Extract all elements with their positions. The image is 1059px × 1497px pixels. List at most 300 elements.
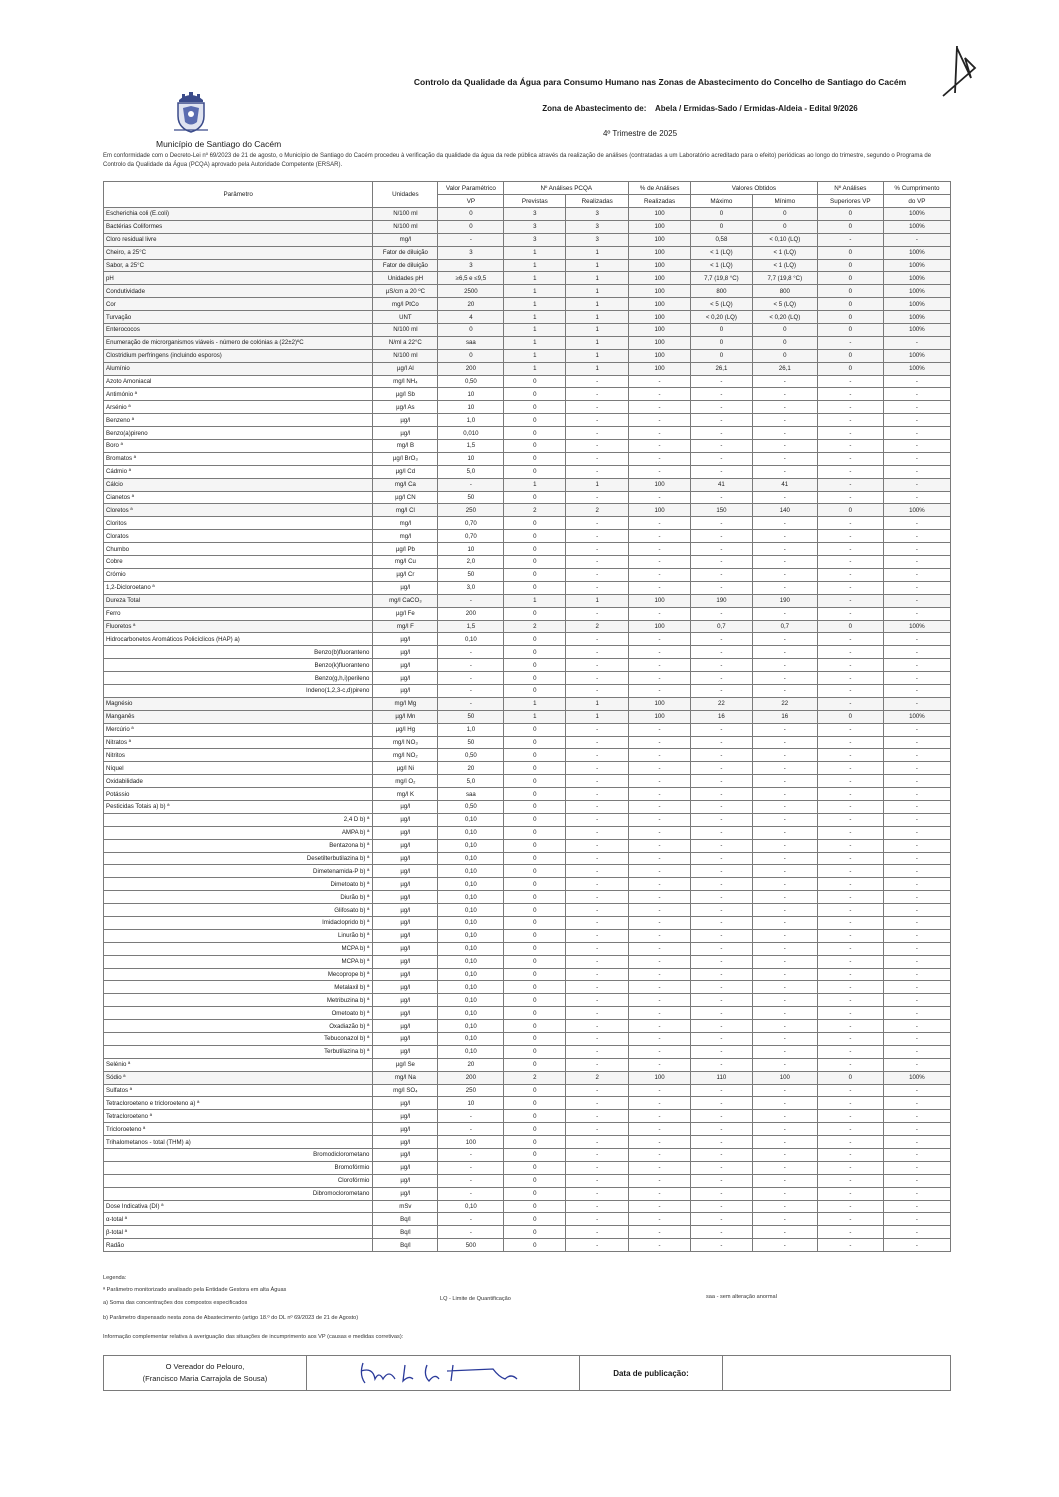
cell-max: - (690, 452, 752, 465)
table-row (104, 311, 951, 324)
cell-max: - (690, 1084, 752, 1097)
cell-param: Cádmio ª (104, 465, 373, 478)
cell-max: - (690, 891, 752, 904)
cell-pct: - (629, 530, 691, 543)
cell-unit: mg/l Na (373, 1071, 438, 1084)
cell-pct: - (629, 1187, 691, 1200)
cell-pct: - (629, 942, 691, 955)
cell-unit: µg/l (373, 1045, 438, 1058)
cell-sup: - (817, 968, 883, 981)
cell-vp: 50 (438, 568, 504, 581)
table-row (104, 929, 951, 942)
cell-real: - (566, 659, 629, 672)
cell-sup: - (817, 1097, 883, 1110)
cell-vp: - (438, 1123, 504, 1136)
cell-pct: - (629, 465, 691, 478)
cell-unit: µg/l (373, 891, 438, 904)
cell-max: 110 (690, 1071, 752, 1084)
cell-cum: - (883, 1097, 950, 1110)
cell-max: 0,7 (690, 620, 752, 633)
cell-min: 140 (752, 504, 817, 517)
cell-min: < 5 (LQ) (752, 298, 817, 311)
cell-max: 0 (690, 349, 752, 362)
cell-min: 0,7 (752, 620, 817, 633)
cell-min: 190 (752, 594, 817, 607)
cell-min: - (752, 672, 817, 685)
cell-min: - (752, 375, 817, 388)
cell-pct: - (629, 440, 691, 453)
cell-param: Pesticidas Totais a) b) ª (104, 800, 373, 813)
cell-min: - (752, 775, 817, 788)
cell-param: Clorofórmio (104, 1174, 373, 1187)
cell-prev: 0 (504, 916, 566, 929)
table-row (104, 465, 951, 478)
table-row (104, 968, 951, 981)
cell-param: Bromatos ª (104, 452, 373, 465)
cell-unit: µg/l Ni (373, 762, 438, 775)
cell-max: < 5 (LQ) (690, 298, 752, 311)
cell-unit: µg/l (373, 427, 438, 440)
cell-min: - (752, 981, 817, 994)
cell-param: Alumínio (104, 362, 373, 375)
cell-real: - (566, 852, 629, 865)
cell-pct: - (629, 1033, 691, 1046)
cell-sup: - (817, 955, 883, 968)
table-row (104, 659, 951, 672)
cell-sup: - (817, 530, 883, 543)
cell-max: - (690, 1045, 752, 1058)
cell-min: < 0,20 (LQ) (752, 311, 817, 324)
cell-vp: - (438, 1226, 504, 1239)
cell-unit: µg/l (373, 916, 438, 929)
legend-a-star: ª Parâmetro monitorizado analisado pela Entidade Gestora em alta Águas (103, 1287, 287, 1293)
cell-prev: 0 (504, 942, 566, 955)
cell-sup: - (817, 813, 883, 826)
cell-min: - (752, 646, 817, 659)
cell-min: - (752, 800, 817, 813)
cell-cum: 100% (883, 220, 950, 233)
cell-pct: - (629, 581, 691, 594)
cell-pct: - (629, 543, 691, 556)
table-row (104, 517, 951, 530)
cell-pct: 100 (629, 1071, 691, 1084)
cell-unit: mg/l B (373, 440, 438, 453)
cell-param: Potássio (104, 788, 373, 801)
cell-max: - (690, 878, 752, 891)
cell-param: Oxadiazão b) ª (104, 1020, 373, 1033)
cell-real: - (566, 955, 629, 968)
cell-sup: - (817, 1033, 883, 1046)
cell-pct: - (629, 427, 691, 440)
table-row (104, 942, 951, 955)
cell-prev: 0 (504, 1239, 566, 1252)
cell-cum: - (883, 684, 950, 697)
cell-pct: 100 (629, 285, 691, 298)
cell-param: Diurão b) ª (104, 891, 373, 904)
cell-prev: 0 (504, 556, 566, 569)
cell-real: - (566, 401, 629, 414)
cell-unit: µg/l (373, 981, 438, 994)
cell-unit: µg/l (373, 1007, 438, 1020)
cell-unit: µS/cm a 20 ºC (373, 285, 438, 298)
table-row (104, 556, 951, 569)
cell-min: 7,7 (19,8 °C) (752, 272, 817, 285)
cell-param: Mercúrio ª (104, 723, 373, 736)
table-row (104, 1136, 951, 1149)
cell-pct: - (629, 994, 691, 1007)
cell-min: - (752, 916, 817, 929)
cell-real: - (566, 427, 629, 440)
cell-unit: mg/l (373, 233, 438, 246)
cell-vp: 100 (438, 1136, 504, 1149)
col-analises: Nº Análises PCQA (504, 182, 629, 195)
cell-prev: 0 (504, 684, 566, 697)
cell-param: Sulfatos ª (104, 1084, 373, 1097)
cell-real: 3 (566, 233, 629, 246)
cell-sup: - (817, 865, 883, 878)
cell-min: - (752, 929, 817, 942)
cell-min: - (752, 465, 817, 478)
cell-sup: - (817, 1123, 883, 1136)
cell-param: Dureza Total (104, 594, 373, 607)
cell-cum: - (883, 375, 950, 388)
cell-sup: - (817, 916, 883, 929)
cell-min: - (752, 1097, 817, 1110)
cell-unit: mg/l NO₃ (373, 736, 438, 749)
cell-prev: 0 (504, 427, 566, 440)
cell-vp: - (438, 659, 504, 672)
cell-cum: - (883, 336, 950, 349)
cell-cum: - (883, 1226, 950, 1239)
col-maximo: Máximo (690, 195, 752, 208)
handwritten-signature (343, 1357, 543, 1387)
cell-min: - (752, 904, 817, 917)
cell-pct: - (629, 762, 691, 775)
cell-real: - (566, 994, 629, 1007)
table-row (104, 1239, 951, 1252)
cell-unit: µg/l (373, 1149, 438, 1162)
cell-cum: - (883, 388, 950, 401)
cell-max: - (690, 723, 752, 736)
cell-sup: - (817, 904, 883, 917)
cell-param: Benzeno ª (104, 414, 373, 427)
legend-saa: saa - sem alteração anormal (706, 1294, 777, 1300)
table-row (104, 1007, 951, 1020)
cell-sup: - (817, 839, 883, 852)
cell-max: - (690, 852, 752, 865)
cell-cum: - (883, 427, 950, 440)
cell-cum: - (883, 633, 950, 646)
cell-cum: - (883, 1136, 950, 1149)
signature-cell (307, 1356, 580, 1391)
cell-min: - (752, 581, 817, 594)
cell-pct: - (629, 1097, 691, 1110)
cell-prev: 0 (504, 465, 566, 478)
cell-min: - (752, 684, 817, 697)
cell-cum: 100% (883, 311, 950, 324)
cell-max: - (690, 388, 752, 401)
cell-prev: 1 (504, 710, 566, 723)
cell-real: - (566, 1136, 629, 1149)
cell-vp: 0,50 (438, 375, 504, 388)
table-row (104, 220, 951, 233)
cell-pct: 100 (629, 272, 691, 285)
cell-cum: - (883, 788, 950, 801)
table-row (104, 568, 951, 581)
cell-pct: - (629, 916, 691, 929)
cell-min: - (752, 788, 817, 801)
cell-vp: 0,10 (438, 981, 504, 994)
cell-min: - (752, 568, 817, 581)
cell-pct: - (629, 955, 691, 968)
cell-real: - (566, 568, 629, 581)
signer-role: O Vereador do Pelouro, (165, 1362, 245, 1371)
cell-unit: N/100 ml (373, 208, 438, 221)
cell-real: - (566, 916, 629, 929)
cell-prev: 1 (504, 349, 566, 362)
cell-vp: 0,10 (438, 1020, 504, 1033)
table-row (104, 504, 951, 517)
cell-sup: - (817, 749, 883, 762)
cell-real: - (566, 1200, 629, 1213)
quality-table (103, 181, 951, 1252)
cell-sup: 0 (817, 246, 883, 259)
table-row (104, 1084, 951, 1097)
cell-param: MCPA b) ª (104, 955, 373, 968)
cell-min: - (752, 1033, 817, 1046)
cell-sup: - (817, 543, 883, 556)
cell-max: < 1 (LQ) (690, 246, 752, 259)
cell-sup: - (817, 697, 883, 710)
cell-max: - (690, 955, 752, 968)
cell-max: - (690, 568, 752, 581)
cell-prev: 1 (504, 285, 566, 298)
cell-unit: µg/l (373, 1097, 438, 1110)
cell-pct: 100 (629, 710, 691, 723)
cell-sup: - (817, 762, 883, 775)
cell-max: - (690, 375, 752, 388)
cell-max: - (690, 788, 752, 801)
cell-pct: - (629, 646, 691, 659)
table-row (104, 233, 951, 246)
table-row (104, 594, 951, 607)
cell-cum: 100% (883, 285, 950, 298)
signer-name: (Francisco Maria Carrajola de Sousa) (142, 1374, 268, 1383)
cell-unit: mg/l (373, 517, 438, 530)
cell-prev: 0 (504, 955, 566, 968)
cell-unit: µg/l (373, 684, 438, 697)
cell-sup: - (817, 736, 883, 749)
cell-real: - (566, 1020, 629, 1033)
cell-pct: - (629, 633, 691, 646)
cell-min: - (752, 517, 817, 530)
cell-real: - (566, 388, 629, 401)
cell-real: - (566, 865, 629, 878)
cell-param: Cor (104, 298, 373, 311)
cell-sup: - (817, 568, 883, 581)
cell-param: Crómio (104, 568, 373, 581)
cell-prev: 0 (504, 388, 566, 401)
table-row (104, 349, 951, 362)
cell-vp: - (438, 1213, 504, 1226)
cell-min: - (752, 1110, 817, 1123)
cell-pct: - (629, 749, 691, 762)
cell-vp: - (438, 1149, 504, 1162)
cell-unit: µg/l (373, 1020, 438, 1033)
cell-cum: 100% (883, 324, 950, 337)
cell-min: - (752, 878, 817, 891)
cell-cum: - (883, 1174, 950, 1187)
cell-unit: µg/l (373, 878, 438, 891)
table-row (104, 1161, 951, 1174)
table-row (104, 749, 951, 762)
cell-param: Metalaxil b) ª (104, 981, 373, 994)
cell-param: Bromodiclorometano (104, 1149, 373, 1162)
cell-vp: 10 (438, 452, 504, 465)
table-row (104, 955, 951, 968)
cell-param: Nitritos (104, 749, 373, 762)
cell-unit: Bq/l (373, 1226, 438, 1239)
cell-max: 0,58 (690, 233, 752, 246)
cell-sup: - (817, 440, 883, 453)
cell-prev: 1 (504, 311, 566, 324)
cell-param: Manganês (104, 710, 373, 723)
cell-real: 1 (566, 336, 629, 349)
cell-cum: - (883, 762, 950, 775)
publication-date-value (723, 1356, 951, 1391)
cell-sup: 0 (817, 710, 883, 723)
cell-vp: 10 (438, 1097, 504, 1110)
table-row (104, 1020, 951, 1033)
cell-cum: 100% (883, 298, 950, 311)
cell-sup: - (817, 581, 883, 594)
cell-min: - (752, 491, 817, 504)
cell-cum: - (883, 775, 950, 788)
cell-sup: 0 (817, 285, 883, 298)
cell-max: 0 (690, 336, 752, 349)
cell-max: - (690, 1097, 752, 1110)
cell-max: - (690, 800, 752, 813)
cell-max: 190 (690, 594, 752, 607)
cell-min: - (752, 852, 817, 865)
cell-unit: Fator de diluição (373, 259, 438, 272)
cell-unit: µg/l (373, 1123, 438, 1136)
cell-max: - (690, 646, 752, 659)
cell-unit: N/100 ml (373, 349, 438, 362)
cell-sup: - (817, 929, 883, 942)
cell-sup: 0 (817, 298, 883, 311)
cell-min: - (752, 1213, 817, 1226)
cell-unit: µg/l (373, 800, 438, 813)
cell-prev: 0 (504, 659, 566, 672)
table-body (104, 208, 951, 1252)
cell-cum: - (883, 543, 950, 556)
table-row (104, 530, 951, 543)
cell-param: Chumbo (104, 543, 373, 556)
cell-cum: - (883, 981, 950, 994)
cell-max: - (690, 929, 752, 942)
cell-min: 0 (752, 220, 817, 233)
cell-max: - (690, 942, 752, 955)
cell-pct: - (629, 723, 691, 736)
cell-real: - (566, 826, 629, 839)
cell-pct: - (629, 684, 691, 697)
cell-sup: - (817, 994, 883, 1007)
cell-real: 1 (566, 697, 629, 710)
cell-real: 1 (566, 259, 629, 272)
table-row (104, 440, 951, 453)
cell-unit: µg/l Se (373, 1058, 438, 1071)
cell-prev: 0 (504, 929, 566, 942)
cell-prev: 1 (504, 336, 566, 349)
cell-pct: - (629, 672, 691, 685)
cell-param: Enterococos (104, 324, 373, 337)
cell-real: - (566, 607, 629, 620)
cell-vp: 0,10 (438, 994, 504, 1007)
cell-param: Terbutilazina b) ª (104, 1045, 373, 1058)
cell-pct: - (629, 1136, 691, 1149)
cell-real: - (566, 465, 629, 478)
table-row (104, 775, 951, 788)
cell-pct: 100 (629, 362, 691, 375)
cell-max: - (690, 968, 752, 981)
cell-param: Bentazona b) ª (104, 839, 373, 852)
cell-vp: 0 (438, 208, 504, 221)
table-row (104, 646, 951, 659)
cell-min: - (752, 1174, 817, 1187)
cell-max: - (690, 684, 752, 697)
cell-prev: 0 (504, 1149, 566, 1162)
table-row (104, 607, 951, 620)
cell-cum: - (883, 233, 950, 246)
cell-min: 22 (752, 697, 817, 710)
cell-prev: 0 (504, 852, 566, 865)
cell-min: 0 (752, 208, 817, 221)
cell-max: - (690, 1161, 752, 1174)
cell-unit: mg/l O₂ (373, 775, 438, 788)
cell-max: 41 (690, 478, 752, 491)
cell-pct: 100 (629, 220, 691, 233)
cell-max: - (690, 1110, 752, 1123)
cell-param: Tricloroeteno ª (104, 1123, 373, 1136)
cell-cum: - (883, 1213, 950, 1226)
cell-vp: 10 (438, 388, 504, 401)
cell-unit: µg/l Fe (373, 607, 438, 620)
cell-real: - (566, 1058, 629, 1071)
cell-unit: µg/l (373, 659, 438, 672)
cell-min: - (752, 891, 817, 904)
cell-prev: 1 (504, 298, 566, 311)
cell-pct: - (629, 981, 691, 994)
cell-pct: 100 (629, 697, 691, 710)
cell-sup: 0 (817, 324, 883, 337)
cell-sup: - (817, 672, 883, 685)
cell-cum: - (883, 646, 950, 659)
cell-max: - (690, 530, 752, 543)
table-row (104, 1226, 951, 1239)
cell-sup: - (817, 1239, 883, 1252)
cell-param: 1,2-Dicloroetano ª (104, 581, 373, 594)
cell-unit: mg/l Cl (373, 504, 438, 517)
cell-real: 1 (566, 478, 629, 491)
cell-cum: - (883, 1161, 950, 1174)
cell-sup: - (817, 684, 883, 697)
cell-param: Selénio ª (104, 1058, 373, 1071)
cell-pct: - (629, 839, 691, 852)
cell-max: - (690, 1007, 752, 1020)
cell-vp: 1,5 (438, 440, 504, 453)
cell-prev: 0 (504, 491, 566, 504)
